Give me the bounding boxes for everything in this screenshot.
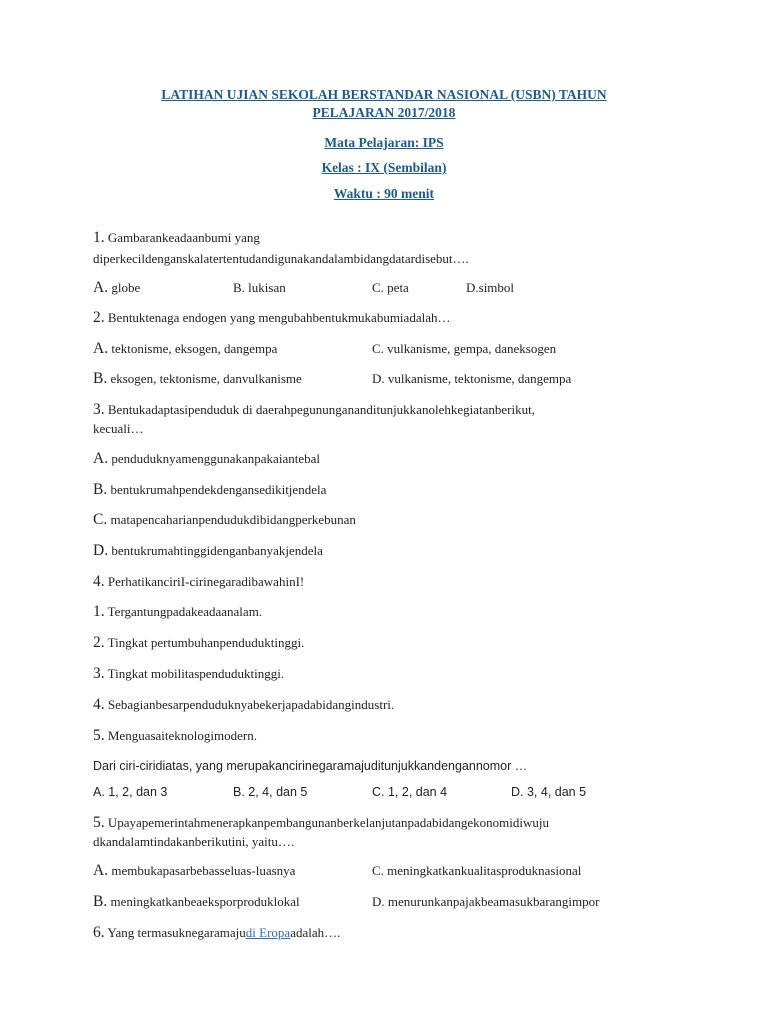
question-3-cont: kecuali…: [93, 421, 144, 436]
q4-item-5: 5. Menguasaiteknologimodern.: [93, 727, 257, 744]
q4-prompt: Dari ciri-ciridiatas, yang merupakancirinegaramajuditunjukkandengannomor …: [93, 759, 528, 773]
question-3: 3. Bentukadaptasipenduduk di daerahpegunungananditunjukkanolehkegiatanberikut,: [93, 401, 535, 418]
q5-option-d: D. menurunkanpajakbeamasukbarangimpor: [372, 894, 600, 909]
q1-option-c: C. peta: [372, 280, 409, 295]
q2-option-a: A. tektonisme, eksogen, dangempa: [93, 340, 278, 357]
q4-option-b: B. 2, 4, dan 5: [233, 785, 308, 799]
question-6: 6. Yang termasuknegaramajudi Eropaadalah….: [93, 924, 341, 941]
q2-option-b: B. eksogen, tektonisme, danvulkanisme: [93, 370, 302, 387]
q2-option-d: D. vulkanisme, tektonisme, dangempa: [372, 371, 572, 386]
q3-option-c: C. matapencaharianpendudukdibidangperkebunan: [93, 511, 356, 528]
eropa-link[interactable]: di Eropa: [245, 925, 291, 940]
q5-option-b: B. meningkatkanbeaeksporproduklokal: [93, 893, 300, 910]
question-1: [93, 229, 260, 246]
question-2: 2. Bentuktenaga endogen yang mengubahbentukmukabumiadalah…: [93, 309, 451, 326]
q1-option-a: A. globe: [93, 279, 141, 296]
q4-item-4: 4. Sebagianbesarpenduduknyabekerjapadabidangindustri.: [93, 696, 395, 713]
q4-item-1: 1. Tergantungpadakeadaanalam.: [93, 603, 263, 620]
question-number: 1.: [93, 229, 105, 246]
q2-option-c: C. vulkanisme, gempa, daneksogen: [372, 341, 557, 356]
q4-option-c: C. 1, 2, dan 4: [372, 785, 448, 799]
q1-option-d: D.simbol: [466, 280, 515, 295]
question-text: Gambarankeadaanbumi yang: [104, 230, 260, 245]
question-1-cont: diperkecildenganskalatertentudandigunakandalambidangdatardisebut….: [93, 251, 469, 266]
q4-option-d: D. 3, 4, dan 5: [511, 785, 587, 799]
q3-option-a: A. penduduknyamenggunakanpakaiantebal: [93, 450, 320, 467]
title-line-2: PELAJARAN 2017/2018: [312, 105, 456, 120]
q4-item-2: 2. Tingkat pertumbuhanpenduduktinggi.: [93, 634, 305, 651]
question-4: 4. PerhatikanciriI-cirinegaradibawahinI!: [93, 573, 305, 590]
title-line-1: LATIHAN UJIAN SEKOLAH BERSTANDAR NASIONAL (USBN) TAHUN: [161, 87, 607, 102]
time-heading: Waktu : 90 menit: [333, 186, 435, 201]
q3-option-d: D. bentukrumahtinggidenganbanyakjendela: [93, 542, 323, 559]
q4-option-a: A. 1, 2, dan 3: [93, 785, 168, 799]
class-heading: Kelas : IX (Sembilan): [321, 160, 447, 175]
question-5-cont: dkandalamtindakanberikutini, yaitu….: [93, 834, 295, 849]
q4-item-3: 3. Tingkat mobilitaspenduduktinggi.: [93, 665, 285, 682]
subject-heading: Mata Pelajaran: IPS: [324, 135, 444, 150]
q1-option-b: B. lukisan: [233, 280, 286, 295]
q3-option-b: B. bentukrumahpendekdengansedikitjendela: [93, 481, 327, 498]
question-5: 5. Upayapemerintahmenerapkanpembangunanberkelanjutanpadabidangekonomidiwuju: [93, 814, 549, 831]
q5-option-c: C. meningkatkankualitasproduknasional: [372, 863, 582, 878]
q5-option-a: A. membukapasarbebasseluas-luasnya: [93, 862, 296, 879]
